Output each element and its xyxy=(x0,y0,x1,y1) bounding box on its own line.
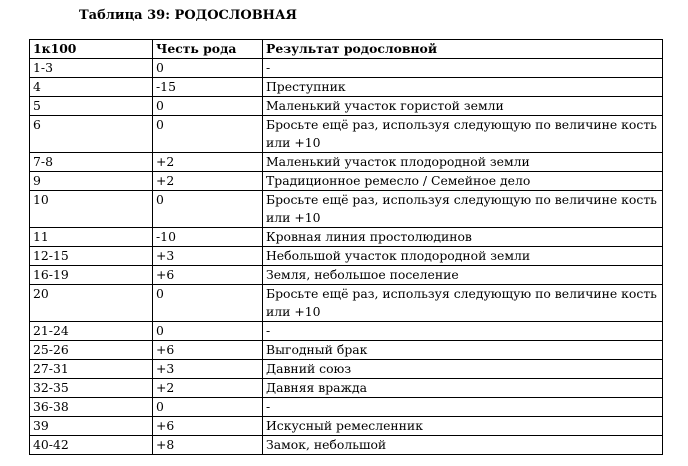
honor-cell: +3 xyxy=(153,247,263,266)
roll-cell: 7-8 xyxy=(30,153,153,172)
honor-cell: 0 xyxy=(153,59,263,78)
table-row xyxy=(30,247,663,266)
result-cell: Бросьте ещё раз, используя следующую по величине кость или +10 xyxy=(263,285,663,322)
table-row xyxy=(30,172,663,191)
roll-cell: 21-24 xyxy=(30,322,153,341)
honor-cell: 0 xyxy=(153,398,263,417)
table-row xyxy=(30,322,663,341)
honor-cell: +8 xyxy=(153,436,263,455)
roll-cell: 10 xyxy=(30,191,153,228)
table-row xyxy=(30,341,663,360)
honor-cell: 0 xyxy=(153,97,263,116)
honor-cell: +6 xyxy=(153,341,263,360)
result-cell: - xyxy=(263,322,663,341)
table-row xyxy=(30,153,663,172)
honor-cell: +2 xyxy=(153,153,263,172)
result-cell: Выгодный брак xyxy=(263,341,663,360)
honor-cell: +2 xyxy=(153,172,263,191)
roll-cell: 9 xyxy=(30,172,153,191)
result-cell: Маленький участок гористой земли xyxy=(263,97,663,116)
result-cell: Небольшой участок плодородной земли xyxy=(263,247,663,266)
roll-cell: 39 xyxy=(30,417,153,436)
result-cell: - xyxy=(263,59,663,78)
header-roll: 1к100 xyxy=(30,40,153,59)
result-cell: Бросьте ещё раз, используя следующую по величине кость или +10 xyxy=(263,116,663,153)
result-cell: Кровная линия простолюдинов xyxy=(263,228,663,247)
roll-cell: 25-26 xyxy=(30,341,153,360)
roll-cell: 11 xyxy=(30,228,153,247)
result-cell: - xyxy=(263,398,663,417)
honor-cell: +2 xyxy=(153,379,263,398)
roll-cell: 20 xyxy=(30,285,153,322)
roll-cell: 4 xyxy=(30,78,153,97)
table-row xyxy=(30,379,663,398)
honor-cell: 0 xyxy=(153,191,263,228)
table-row xyxy=(30,285,663,322)
result-cell: Бросьте ещё раз, используя следующую по величине кость или +10 xyxy=(263,191,663,228)
table-caption: Таблица 39: РОДОСЛОВНАЯ xyxy=(79,8,298,23)
roll-cell: 12-15 xyxy=(30,247,153,266)
honor-cell: -10 xyxy=(153,228,263,247)
table-row xyxy=(30,398,663,417)
result-cell: Преступник xyxy=(263,78,663,97)
result-cell: Замок, небольшой xyxy=(263,436,663,455)
result-cell: Давняя вражда xyxy=(263,379,663,398)
roll-cell: 5 xyxy=(30,97,153,116)
roll-cell: 27-31 xyxy=(30,360,153,379)
honor-cell: -15 xyxy=(153,78,263,97)
table-row xyxy=(30,266,663,285)
table-row xyxy=(30,78,663,97)
roll-cell: 40-42 xyxy=(30,436,153,455)
table-row xyxy=(30,191,663,228)
roll-cell: 36-38 xyxy=(30,398,153,417)
table-row xyxy=(30,436,663,455)
result-cell: Земля, небольшое поселение xyxy=(263,266,663,285)
table-row xyxy=(30,228,663,247)
table-body xyxy=(30,59,663,455)
lineage-table xyxy=(29,39,663,455)
header-honor: Честь рода xyxy=(153,40,263,59)
table-row xyxy=(30,116,663,153)
header-result: Результат родословной xyxy=(263,40,663,59)
honor-cell: 0 xyxy=(153,322,263,341)
roll-cell: 6 xyxy=(30,116,153,153)
result-cell: Маленький участок плодородной земли xyxy=(263,153,663,172)
table-row xyxy=(30,59,663,78)
honor-cell: +3 xyxy=(153,360,263,379)
table-row xyxy=(30,97,663,116)
roll-cell: 16-19 xyxy=(30,266,153,285)
honor-cell: +6 xyxy=(153,266,263,285)
honor-cell: 0 xyxy=(153,116,263,153)
table-row xyxy=(30,417,663,436)
result-cell: Давний союз xyxy=(263,360,663,379)
table-row xyxy=(30,360,663,379)
roll-cell: 32-35 xyxy=(30,379,153,398)
roll-cell: 1-3 xyxy=(30,59,153,78)
result-cell: Искусный ремесленник xyxy=(263,417,663,436)
result-cell: Традиционное ремесло / Семейное дело xyxy=(263,172,663,191)
honor-cell: 0 xyxy=(153,285,263,322)
header-row xyxy=(30,40,663,59)
honor-cell: +6 xyxy=(153,417,263,436)
